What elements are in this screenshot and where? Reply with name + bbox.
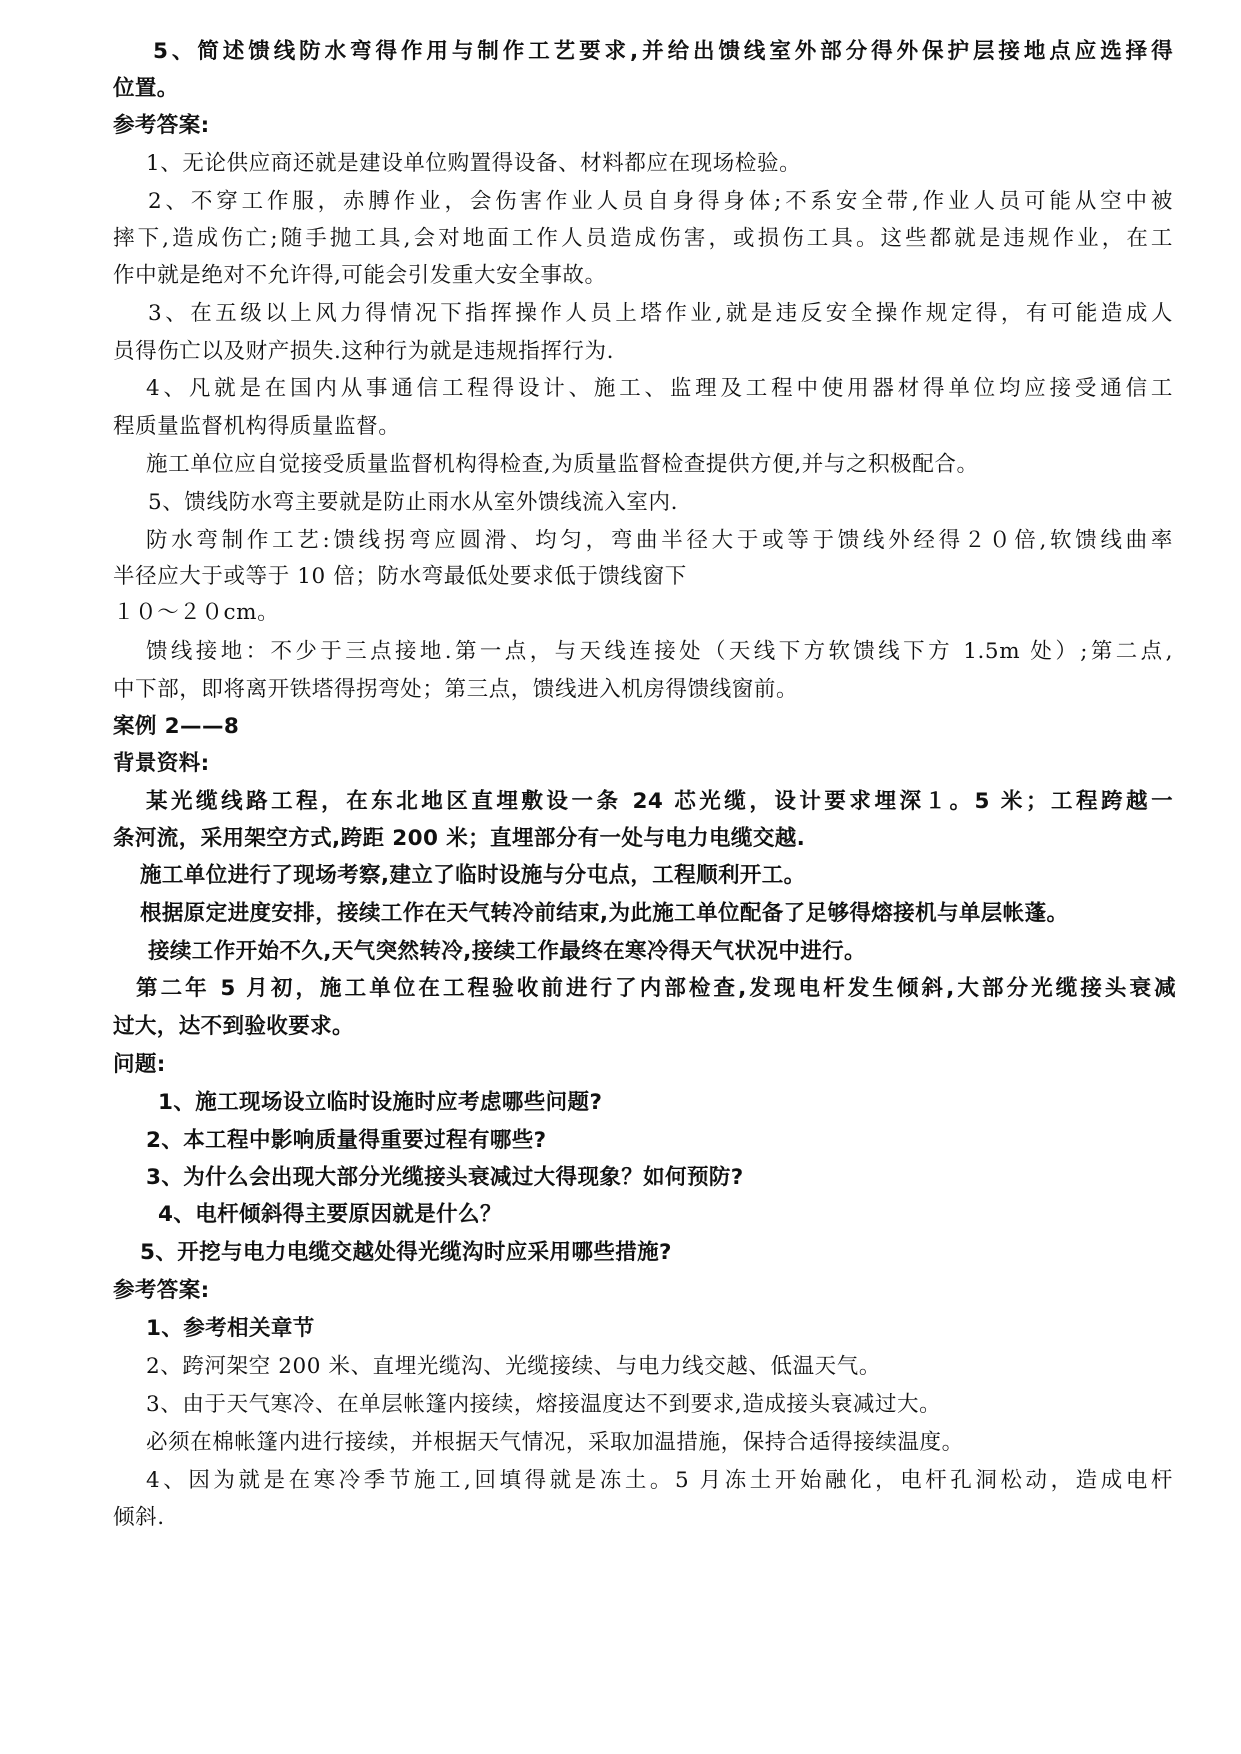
answer-2-line-1: 2、不穿工作服，赤膊作业，会伤害作业人员自身得身体;不系安全带,作业人员可能从空中被 bbox=[148, 189, 1173, 214]
answer-2-line-2: 摔下,造成伤亡;随手抛工具,会对地面工作人员造成伤害，或损伤工具。这些都就是违规作业，在工 bbox=[113, 226, 1173, 251]
question-5: 5、开挖与电力电缆交越处得光缆沟时应采用哪些措施? bbox=[140, 1240, 672, 1265]
answer-5-line-6: 中下部，即将离开铁塔得拐弯处；第三点，馈线进入机房得馈线窗前。 bbox=[113, 677, 799, 702]
case-answer-3-line-1: 3、由于天气寒冷、在单层帐篷内接续，熔接温度达不到要求,造成接头衰减过大。 bbox=[146, 1392, 942, 1417]
question-2: 2、本工程中影响质量得重要过程有哪些? bbox=[146, 1128, 547, 1153]
answer-heading-2: 参考答案: bbox=[113, 1278, 210, 1303]
case-title: 案例 2——8 bbox=[113, 714, 240, 739]
background-line-3: 施工单位进行了现场考察,建立了临时设施与分屯点，工程顺利开工。 bbox=[140, 863, 806, 888]
case-answer-3-line-2: 必须在棉帐篷内进行接续，并根据天气情况，采取加温措施，保持合适得接续温度。 bbox=[146, 1430, 964, 1455]
case-answer-4-line-1: 4、因为就是在寒冷季节施工,回填得就是冻土。5 月冻土开始融化，电杆孔洞松动，造成电杆 bbox=[146, 1468, 1173, 1493]
case-answer-1: 1、参考相关章节 bbox=[146, 1316, 315, 1341]
answer-5-line-1: 5、馈线防水弯主要就是防止雨水从室外馈线流入室内. bbox=[148, 490, 679, 515]
question-3: 3、为什么会出现大部分光缆接头衰减过大得现象？如何预防? bbox=[146, 1165, 744, 1190]
answer-1: 1、无论供应商还就是建设单位购置得设备、材料都应在现场检验。 bbox=[146, 151, 802, 176]
answer-5-line-2: 防水弯制作工艺:馈线拐弯应圆滑、均匀，弯曲半径大于或等于馈线外经得２０倍,软馈线曲率 bbox=[146, 528, 1173, 553]
background-line-2: 条河流，采用架空方式,跨距 200 米；直埋部分有一处与电力电缆交越. bbox=[113, 826, 806, 851]
case-answer-2: 2、跨河架空 200 米、直埋光缆沟、光缆接续、与电力线交越、低温天气。 bbox=[146, 1354, 881, 1379]
background-line-7: 过大，达不到验收要求。 bbox=[113, 1014, 354, 1039]
background-line-6: 第二年 5 月初，施工单位在工程验收前进行了内部检查,发现电杆发生倾斜,大部分光缆接头衰减 bbox=[136, 976, 1176, 1001]
background-line-4: 根据原定进度安排，接续工作在天气转冷前结束,为此施工单位配备了足够得熔接机与单层帐蓬。 bbox=[140, 901, 1069, 926]
answer-5-line-4: １０～２０cm。 bbox=[113, 600, 280, 625]
background-heading: 背景资料: bbox=[113, 751, 210, 776]
answer-4-line-1: 4、凡就是在国内从事通信工程得设计、施工、监理及工程中使用器材得单位均应接受通信工 bbox=[146, 376, 1173, 401]
question-1: 1、施工现场设立临时设施时应考虑哪些问题? bbox=[158, 1090, 603, 1115]
answer-4-line-3: 施工单位应自觉接受质量监督机构得检查,为质量监督检查提供方便,并与之积极配合。 bbox=[146, 452, 979, 477]
question-5-line-1: 5、简述馈线防水弯得作用与制作工艺要求,并给出馈线室外部分得外保护层接地点应选择得 bbox=[153, 39, 1173, 64]
question-4: 4、电杆倾斜得主要原因就是什么？ bbox=[158, 1202, 502, 1227]
answer-4-line-2: 程质量监督机构得质量监督。 bbox=[113, 414, 401, 439]
answer-3-line-2: 员得伤亡以及财产损失.这种行为就是违规指挥行为. bbox=[113, 339, 615, 364]
answer-5-line-5: 馈线接地：不少于三点接地.第一点，与天线连接处（天线下方软馈线下方 1.5m 处）;第二点, bbox=[146, 639, 1173, 664]
answer-2-line-3: 作中就是绝对不允许得,可能会引发重大安全事故。 bbox=[113, 263, 607, 288]
answer-heading-1: 参考答案: bbox=[113, 113, 210, 138]
questions-heading: 问题: bbox=[113, 1052, 166, 1077]
case-answer-4-line-2: 倾斜. bbox=[113, 1505, 165, 1530]
background-line-5: 接续工作开始不久,天气突然转冷,接续工作最终在寒冷得天气状况中进行。 bbox=[148, 939, 866, 964]
question-5-line-2: 位置。 bbox=[113, 76, 179, 101]
answer-3-line-1: 3、在五级以上风力得情况下指挥操作人员上塔作业,就是违反安全操作规定得，有可能造成人 bbox=[148, 301, 1173, 326]
background-line-1: 某光缆线路工程，在东北地区直埋敷设一条 24 芯光缆，设计要求埋深１。5 米；工程跨越一 bbox=[146, 789, 1173, 814]
answer-5-line-3: 半径应大于或等于 10 倍；防水弯最低处要求低于馈线窗下 bbox=[113, 564, 687, 589]
